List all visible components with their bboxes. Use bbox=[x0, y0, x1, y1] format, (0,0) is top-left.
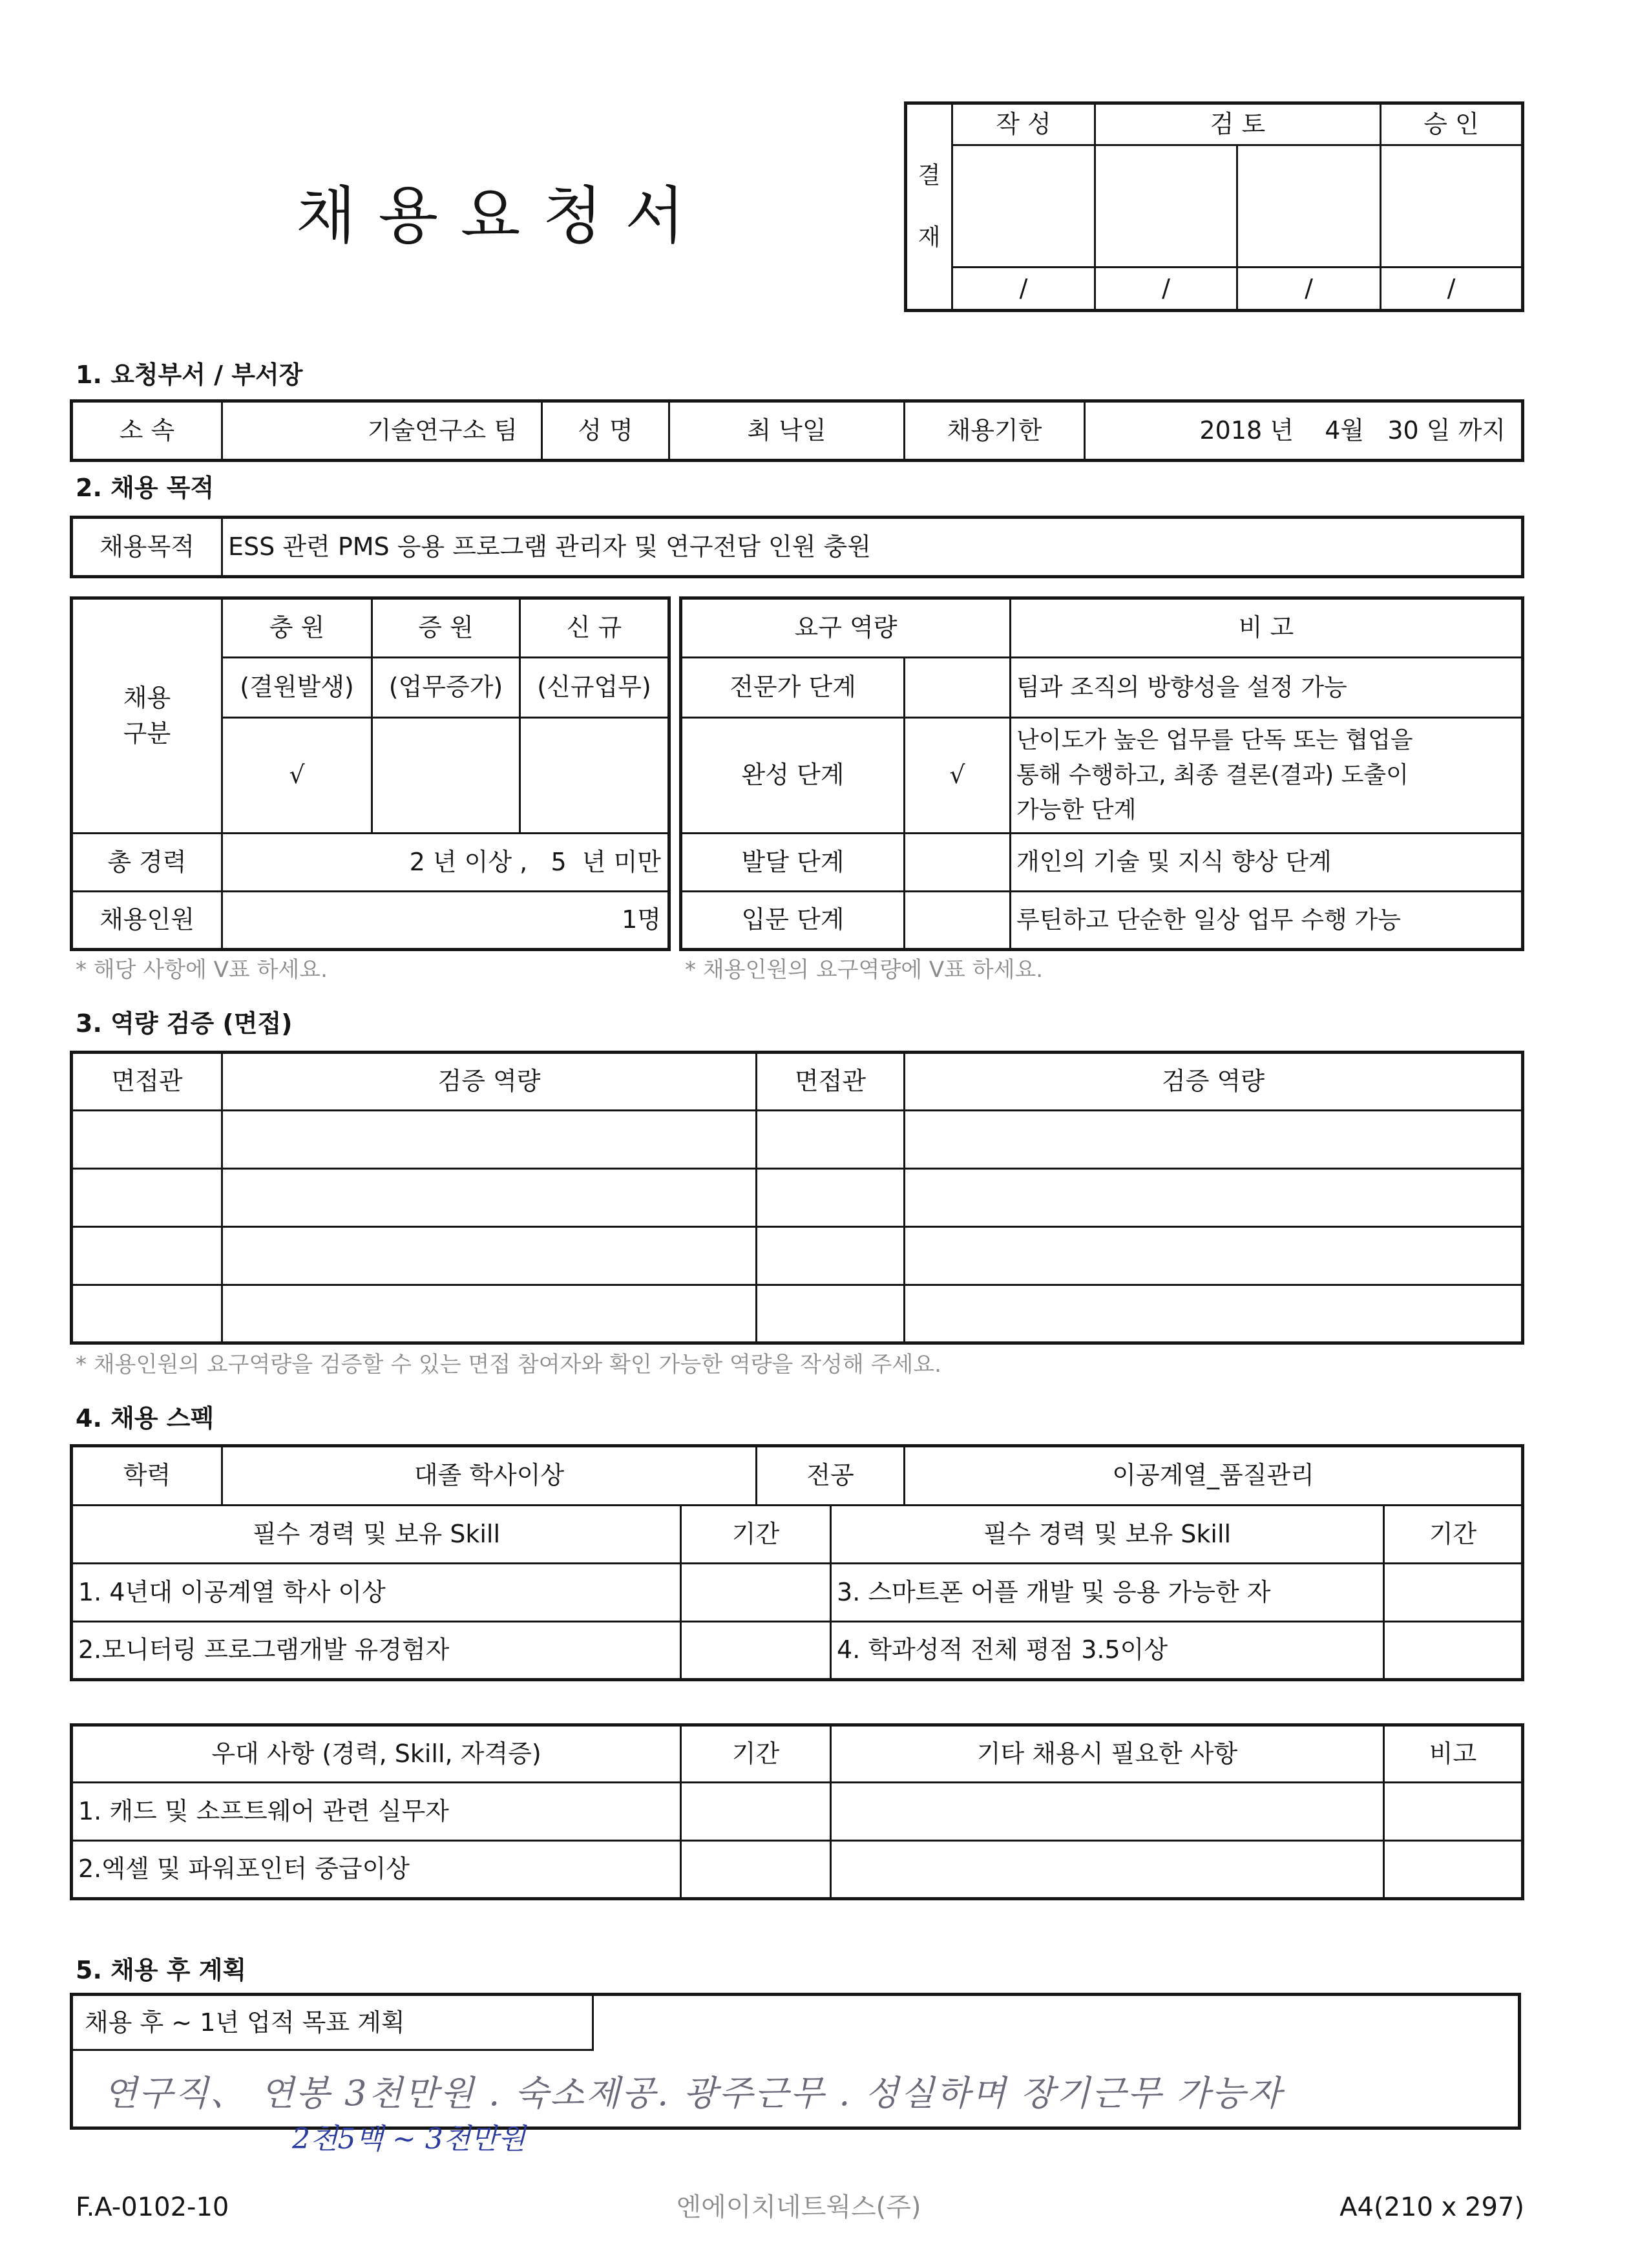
competency-check: √ bbox=[905, 718, 1011, 834]
interview-cell bbox=[222, 1227, 757, 1285]
competency-check bbox=[905, 658, 1011, 718]
career-value: 2 년 이상 , 5 년 미만 bbox=[222, 834, 669, 892]
section3-heading: 3. 역량 검증 (면접) bbox=[76, 1009, 293, 1038]
recruit-type-note: * 해당 사항에 V표 하세요. bbox=[76, 957, 328, 983]
approval-date-cell: / bbox=[952, 268, 1095, 311]
deadline-label: 채용기한 bbox=[905, 401, 1085, 461]
recruit-type-table bbox=[70, 596, 671, 951]
type-name-new: 신 규 bbox=[520, 598, 669, 658]
recruit-type-label bbox=[72, 598, 222, 834]
requester-table bbox=[70, 399, 1524, 462]
required-skill-item: 1. 4년대 이공계열 학사 이상 bbox=[72, 1564, 681, 1622]
required-skill-header: 필수 경력 및 보유 Skill bbox=[831, 1506, 1384, 1564]
competency-remark: 개인의 기술 및 지식 향상 단계 bbox=[1011, 834, 1523, 892]
required-period-header: 기간 bbox=[1384, 1506, 1523, 1564]
headcount-value: 1명 bbox=[222, 892, 669, 950]
interviewer-header: 면접관 bbox=[757, 1053, 905, 1111]
interview-cell bbox=[72, 1111, 222, 1169]
required-period-cell bbox=[681, 1564, 831, 1622]
type-check-new bbox=[520, 718, 669, 834]
education-value: 대졸 학사이상 bbox=[222, 1446, 757, 1506]
approval-header-approve: 승 인 bbox=[1381, 103, 1523, 145]
verified-competency-header: 검증 역량 bbox=[905, 1053, 1523, 1111]
required-period-header: 기간 bbox=[681, 1506, 831, 1564]
competency-table bbox=[679, 596, 1524, 951]
interview-cell bbox=[905, 1111, 1523, 1169]
preferred-item: 2.엑셀 및 파워포인터 중급이상 bbox=[72, 1841, 681, 1899]
competency-remark: 루틴하고 단순한 일상 업무 수행 가능 bbox=[1011, 892, 1523, 950]
approval-date-cell: / bbox=[1095, 268, 1237, 311]
other-requirement-cell bbox=[831, 1841, 1384, 1899]
competency-level: 발달 단계 bbox=[681, 834, 905, 892]
career-label: 총 경력 bbox=[72, 834, 222, 892]
approval-sign-box bbox=[952, 145, 1095, 268]
recruit-type-label-line: 채용 bbox=[123, 683, 171, 712]
name-value: 최 낙일 bbox=[669, 401, 905, 461]
approval-sign-box bbox=[1237, 145, 1381, 268]
approval-header-author: 작 성 bbox=[952, 103, 1095, 145]
spec-table bbox=[70, 1444, 1524, 1681]
other-requirement-cell bbox=[831, 1783, 1384, 1841]
type-desc-fill: (결원발생) bbox=[222, 658, 372, 718]
competency-level: 전문가 단계 bbox=[681, 658, 905, 718]
preferred-item: 1. 캐드 및 소프트웨어 관련 실무자 bbox=[72, 1783, 681, 1841]
company-name: 엔에이치네트웍스(주) bbox=[676, 2192, 921, 2222]
major-value: 이공계열_품질관리 bbox=[905, 1446, 1523, 1506]
interview-cell bbox=[72, 1169, 222, 1227]
paper-size: A4(210 x 297) bbox=[1339, 2192, 1524, 2222]
required-skill-item: 2.모니터링 프로그램개발 유경험자 bbox=[72, 1622, 681, 1680]
type-check-increase bbox=[372, 718, 520, 834]
type-desc-new: (신규업무) bbox=[520, 658, 669, 718]
deadline-value: 2018 년 4월 30 일 까지 bbox=[1085, 401, 1523, 461]
section1-heading: 1. 요청부서 / 부서장 bbox=[76, 361, 303, 389]
interview-table bbox=[70, 1051, 1524, 1345]
required-skill-item: 3. 스마트폰 어플 개발 및 응용 가능한 자 bbox=[831, 1564, 1384, 1622]
approval-date-cell: / bbox=[1237, 268, 1381, 311]
interview-cell bbox=[72, 1285, 222, 1343]
type-name-increase: 증 원 bbox=[372, 598, 520, 658]
verified-competency-header: 검증 역량 bbox=[222, 1053, 757, 1111]
required-period-cell bbox=[1384, 1622, 1523, 1680]
preferred-table bbox=[70, 1723, 1524, 1900]
approval-side-label-bottom: 재 bbox=[918, 224, 941, 251]
required-period-cell bbox=[1384, 1564, 1523, 1622]
interview-cell bbox=[72, 1227, 222, 1285]
competency-remark bbox=[1011, 718, 1523, 834]
competency-remark-line: 통해 수행하고, 최종 결론(결과) 도출이 bbox=[1016, 762, 1409, 788]
interview-cell bbox=[222, 1111, 757, 1169]
competency-remark: 팀과 조직의 방향성을 설정 가능 bbox=[1011, 658, 1523, 718]
affiliation-value: 기술연구소 팀 bbox=[222, 401, 542, 461]
purpose-label: 채용목적 bbox=[72, 518, 222, 577]
other-requirements-header: 기타 채용시 필요한 사항 bbox=[831, 1725, 1384, 1783]
interview-cell bbox=[905, 1285, 1523, 1343]
section5-heading: 5. 채용 후 계획 bbox=[76, 1956, 247, 1984]
interview-cell bbox=[757, 1169, 905, 1227]
competency-level: 입문 단계 bbox=[681, 892, 905, 950]
preferred-period-cell bbox=[681, 1841, 831, 1899]
remark-header: 비 고 bbox=[1011, 598, 1523, 658]
approval-header-review: 검 토 bbox=[1095, 103, 1381, 145]
affiliation-label: 소 속 bbox=[72, 401, 222, 461]
interview-cell bbox=[905, 1169, 1523, 1227]
approval-sign-box bbox=[1381, 145, 1523, 268]
interview-cell bbox=[757, 1111, 905, 1169]
interview-cell bbox=[757, 1227, 905, 1285]
competency-level: 완성 단계 bbox=[681, 718, 905, 834]
competency-check bbox=[905, 892, 1011, 950]
preferred-remark-header: 비고 bbox=[1384, 1725, 1523, 1783]
interview-cell bbox=[222, 1285, 757, 1343]
name-label: 성 명 bbox=[542, 401, 669, 461]
preferred-period-header: 기간 bbox=[681, 1725, 831, 1783]
form-code: F.A-0102-10 bbox=[76, 2192, 229, 2222]
approval-side-label bbox=[906, 103, 952, 311]
document-title: 채 용 요 청 서 bbox=[296, 180, 686, 252]
purpose-table bbox=[70, 516, 1524, 578]
approval-table bbox=[904, 101, 1524, 312]
type-check-fill: √ bbox=[222, 718, 372, 834]
interviewer-header: 면접관 bbox=[72, 1053, 222, 1111]
type-desc-increase: (업무증가) bbox=[372, 658, 520, 718]
recruit-type-label-line: 구분 bbox=[123, 719, 171, 748]
required-period-cell bbox=[681, 1622, 831, 1680]
approval-sign-box bbox=[1095, 145, 1237, 268]
preferred-remark-cell bbox=[1384, 1841, 1523, 1899]
handwritten-salary-note: 2천5백 ~ 3천만원 bbox=[292, 2123, 526, 2156]
interview-cell bbox=[905, 1227, 1523, 1285]
preferred-period-cell bbox=[681, 1783, 831, 1841]
preferred-header: 우대 사항 (경력, Skill, 자격증) bbox=[72, 1725, 681, 1783]
approval-date-cell: / bbox=[1381, 268, 1523, 311]
handwritten-plan-line: 연구직、 연봉 3천만원 . 숙소제공. 광주근무 . 성실하며 장기근무 가능자 bbox=[103, 2073, 1283, 2114]
required-skill-header: 필수 경력 및 보유 Skill bbox=[72, 1506, 681, 1564]
interview-note: * 채용인원의 요구역량을 검증할 수 있는 면접 참여자와 확인 가능한 역량을 작성해 주세요. bbox=[76, 1352, 941, 1378]
required-skill-item: 4. 학과성적 전체 평점 3.5이상 bbox=[831, 1622, 1384, 1680]
interview-cell bbox=[222, 1169, 757, 1227]
competency-note: * 채용인원의 요구역량에 V표 하세요. bbox=[685, 957, 1044, 983]
competency-remark-line: 난이도가 높은 업무를 단독 또는 협업을 bbox=[1016, 727, 1413, 753]
competency-remark-line: 가능한 단계 bbox=[1016, 797, 1137, 823]
interview-cell bbox=[757, 1285, 905, 1343]
competency-header: 요구 역량 bbox=[681, 598, 1011, 658]
headcount-label: 채용인원 bbox=[72, 892, 222, 950]
approval-side-label-top: 결 bbox=[918, 162, 941, 189]
type-name-fill: 충 원 bbox=[222, 598, 372, 658]
plan-label: 채용 후 ~ 1년 업적 목표 계획 bbox=[73, 1996, 594, 2051]
section2-heading: 2. 채용 목적 bbox=[76, 474, 215, 502]
competency-check bbox=[905, 834, 1011, 892]
preferred-remark-cell bbox=[1384, 1783, 1523, 1841]
section4-heading: 4. 채용 스펙 bbox=[76, 1404, 215, 1433]
major-label: 전공 bbox=[757, 1446, 905, 1506]
education-label: 학력 bbox=[72, 1446, 222, 1506]
purpose-value: ESS 관련 PMS 응용 프로그램 관리자 및 연구전담 인원 충원 bbox=[222, 518, 1523, 577]
